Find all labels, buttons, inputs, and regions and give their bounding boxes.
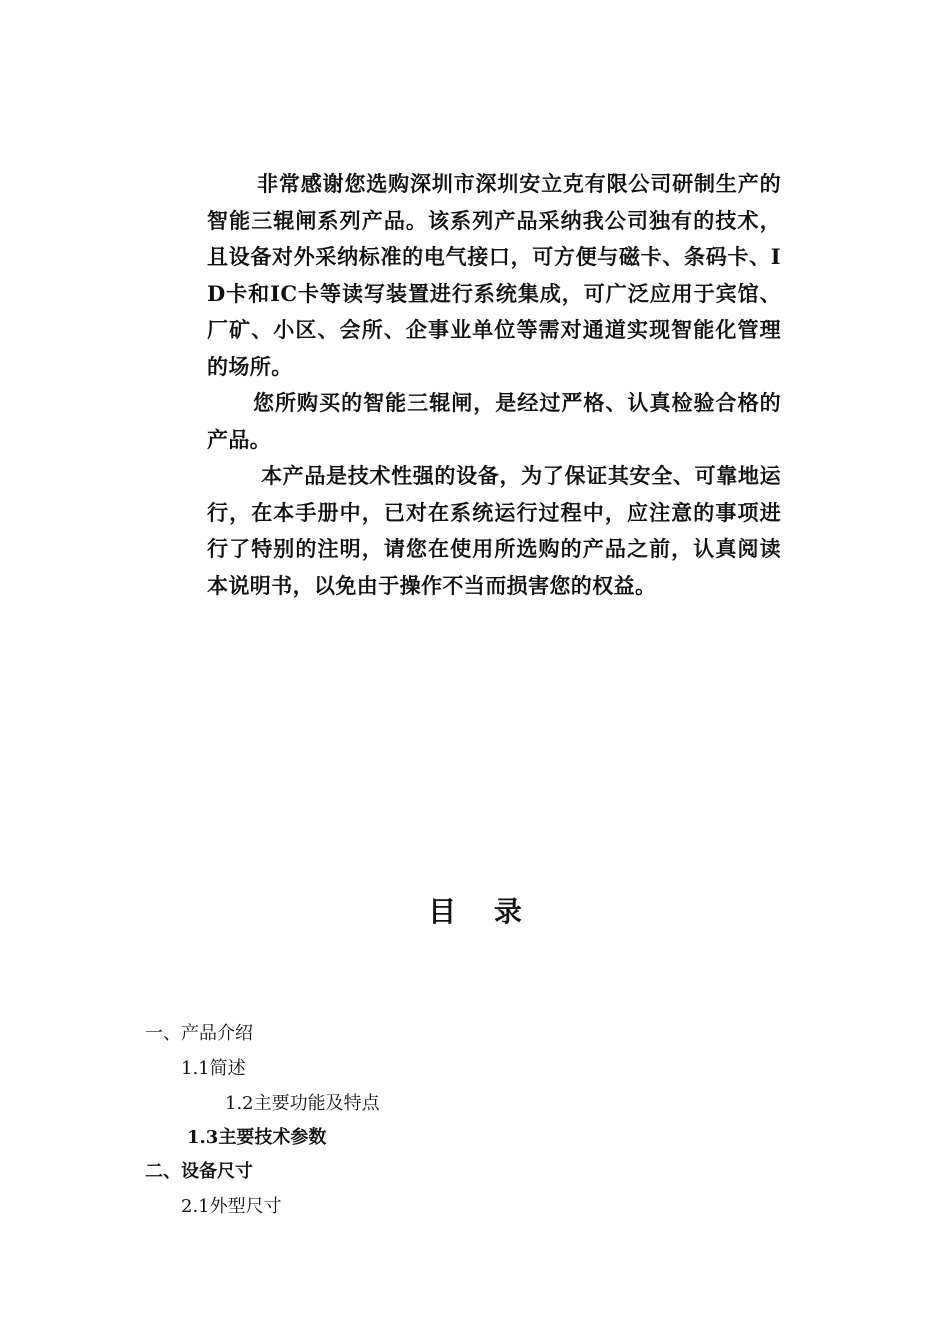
intro-paragraph-3: 本产品是技术性强的设备，为了保证其安全、可靠地运行，在本手册中，已对在系统运行过程中，应注意的事项进行了特别的注明，请您在使用所选购的产品之前，认真阅读本说明书，以免由于操作不当而损害您的权益。 [207,463,781,598]
intro-paragraph-2: 您所购买的智能三辊闸，是经过严格、认真检验合格的产品。 [207,390,781,452]
toc-item-2-1[interactable]: 2.1外型尺寸 [181,1196,282,1217]
toc-item-1[interactable]: 一、产品介绍 [145,1023,253,1044]
toc-item-1-1[interactable]: 1.1简述 [181,1058,246,1079]
toc-item-2[interactable]: 二、设备尺寸 [145,1161,253,1182]
toc-title: 目 录 [428,895,536,928]
intro-paragraph-1: 非常感谢您选购深圳市深圳安立克有限公司研制生产的智能三辊闸系列产品。该系列产品采纳我公司独有的技术，且设备对外采纳标准的电气接口，可方便与磁卡、条码卡、ID卡和IC卡等读写装置进行系统集成，可广泛应用于宾馆、厂矿、小区、会所、企事业单位等需对通道实现智能化管理的场所。 [207,171,781,379]
intro-section [207,166,781,604]
toc-item-1-3[interactable]: 1.3主要技术参数 [187,1127,327,1148]
toc-item-1-2[interactable]: 1.2主要功能及特点 [225,1093,380,1114]
